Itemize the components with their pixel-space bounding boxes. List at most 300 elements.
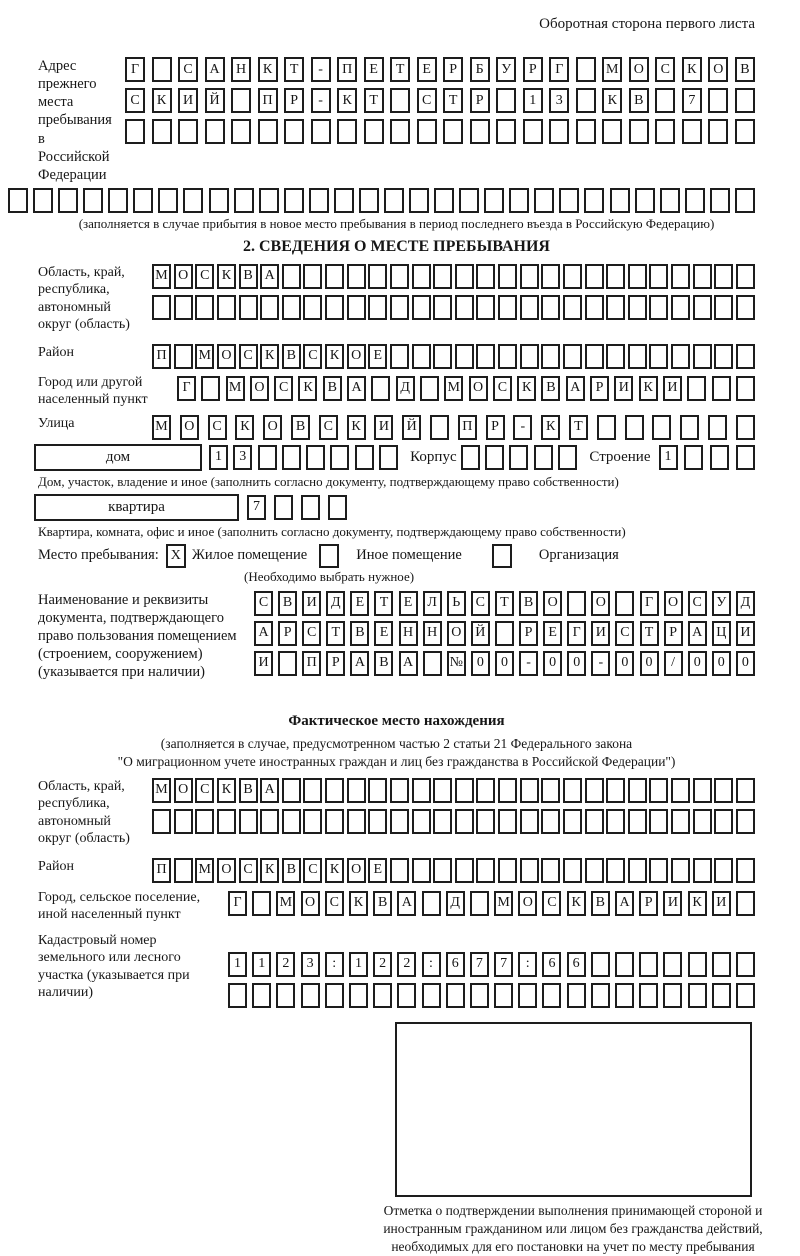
char-cell xyxy=(671,295,690,320)
char-cell: 1 xyxy=(209,445,228,470)
char-cell xyxy=(625,415,644,440)
char-cell: Н xyxy=(423,621,442,646)
char-cell: Ц xyxy=(712,621,731,646)
stay-type-option-other-premises: Иное помещение xyxy=(356,547,462,564)
char-cell: 6 xyxy=(542,952,561,977)
char-cell: Й xyxy=(205,88,225,113)
char-cell xyxy=(330,445,349,470)
char-cell xyxy=(303,295,322,320)
char-cell xyxy=(258,445,277,470)
char-cell: К xyxy=(682,57,702,82)
char-cell-row xyxy=(125,119,755,144)
actual-district-label: Район xyxy=(38,858,74,874)
char-cell xyxy=(498,264,517,289)
char-cell: И xyxy=(591,621,610,646)
char-cell: А xyxy=(688,621,707,646)
char-cell xyxy=(498,295,517,320)
char-cell-row xyxy=(254,591,755,616)
char-cell xyxy=(174,858,193,883)
char-cell xyxy=(379,445,398,470)
char-cell-row xyxy=(152,415,755,440)
char-cell: П xyxy=(152,344,171,369)
char-cell xyxy=(384,188,404,213)
char-cell xyxy=(576,57,596,82)
char-cell: С xyxy=(417,88,437,113)
char-cell xyxy=(347,264,366,289)
char-cell xyxy=(520,344,539,369)
char-cell xyxy=(671,264,690,289)
char-cell xyxy=(735,88,755,113)
char-cell: К xyxy=(517,376,536,401)
char-cell xyxy=(712,983,731,1008)
char-cell-row xyxy=(228,952,755,977)
char-cell xyxy=(714,295,733,320)
prev-address-caption: (заполняется в случае прибытия в новое место пребывания в период последнего въезда в Российскую Федерацию) xyxy=(78,215,715,231)
char-cell xyxy=(209,188,229,213)
char-cell xyxy=(476,778,495,803)
char-cell: К xyxy=(337,88,357,113)
char-cell xyxy=(628,295,647,320)
actual-region-field xyxy=(38,778,755,848)
char-cell xyxy=(349,983,368,1008)
char-cell: О xyxy=(250,376,269,401)
char-cell xyxy=(368,809,387,834)
char-cell: М xyxy=(152,264,171,289)
char-cell: М xyxy=(494,891,513,916)
char-cell: 3 xyxy=(301,952,320,977)
char-cell xyxy=(541,778,560,803)
char-cell xyxy=(541,295,560,320)
char-cell: О xyxy=(347,344,366,369)
char-cell xyxy=(461,445,480,470)
char-cell xyxy=(585,809,604,834)
char-cell xyxy=(567,983,586,1008)
char-cell-row xyxy=(254,651,755,676)
char-cell xyxy=(133,188,153,213)
document-label: Наименование и реквизиты документа, подтверждающего право пользования помещением (строением, сооружением) (указывается при наличии) xyxy=(38,591,237,681)
char-cell: О xyxy=(217,858,236,883)
char-cell xyxy=(693,778,712,803)
char-cell xyxy=(520,809,539,834)
char-cell: И xyxy=(302,591,321,616)
char-cell xyxy=(693,858,712,883)
char-cell xyxy=(714,858,733,883)
char-cell xyxy=(364,119,384,144)
char-cell xyxy=(355,445,374,470)
char-cell xyxy=(684,445,703,470)
char-cell: Р xyxy=(519,621,538,646)
char-cell xyxy=(282,778,301,803)
char-cell: О xyxy=(469,376,488,401)
char-cell: 0 xyxy=(640,651,659,676)
char-cell xyxy=(284,188,304,213)
char-cell: С xyxy=(325,891,344,916)
char-cell xyxy=(347,809,366,834)
char-cell xyxy=(58,188,78,213)
char-cell xyxy=(125,119,145,144)
char-cell: Б xyxy=(470,57,490,82)
char-cell-row xyxy=(152,344,755,369)
char-cell xyxy=(567,591,586,616)
char-cell: 3 xyxy=(233,445,252,470)
char-cell xyxy=(541,264,560,289)
char-cell xyxy=(629,119,649,144)
char-cell xyxy=(328,495,347,520)
char-cell xyxy=(520,778,539,803)
char-cell xyxy=(252,891,271,916)
char-cell xyxy=(183,188,203,213)
char-cell xyxy=(455,344,474,369)
char-cell xyxy=(602,119,622,144)
char-cell xyxy=(708,119,728,144)
char-cell xyxy=(563,809,582,834)
char-cell: И xyxy=(663,376,682,401)
char-cell: М xyxy=(152,415,171,440)
char-cell: 0 xyxy=(736,651,755,676)
actual-region-label: Область, край, республика, автономный округ (область) xyxy=(38,778,130,847)
char-cell: 1 xyxy=(349,952,368,977)
char-cell xyxy=(685,188,705,213)
char-cell xyxy=(282,809,301,834)
stroenie-label: Строение xyxy=(589,448,651,465)
char-cell xyxy=(495,621,514,646)
char-cell: М xyxy=(226,376,245,401)
char-cell: М xyxy=(276,891,295,916)
char-cell: К xyxy=(217,264,236,289)
char-cell xyxy=(563,778,582,803)
char-cell xyxy=(278,651,297,676)
char-cell: С xyxy=(303,344,322,369)
char-cell xyxy=(443,119,463,144)
char-cell xyxy=(649,778,668,803)
char-cell xyxy=(282,445,301,470)
cadastral-field xyxy=(38,932,755,1008)
char-cell: : xyxy=(422,952,441,977)
char-cell xyxy=(83,188,103,213)
char-cell-row xyxy=(125,88,755,113)
cadastral-label: Кадастровый номер земельного или лесного участка (указывается при наличии) xyxy=(38,932,190,1001)
char-cell xyxy=(615,591,634,616)
char-cell: Г xyxy=(177,376,196,401)
char-cell xyxy=(712,952,731,977)
char-cell: С xyxy=(274,376,293,401)
char-cell xyxy=(217,809,236,834)
char-cell xyxy=(347,295,366,320)
char-cell: Т xyxy=(390,57,410,82)
char-cell: В xyxy=(282,858,301,883)
char-cell xyxy=(736,858,755,883)
char-cell: К xyxy=(639,376,658,401)
char-cell xyxy=(433,778,452,803)
char-cell xyxy=(520,264,539,289)
section2-title: 2. СВЕДЕНИЯ О МЕСТЕ ПРЕБЫВАНИЯ xyxy=(243,237,550,255)
char-cell: 6 xyxy=(446,952,465,977)
char-cell: М xyxy=(444,376,463,401)
char-cell xyxy=(615,952,634,977)
char-cell xyxy=(496,119,516,144)
actual-location-note-1: (заполняется в случае, предусмотренном частью 2 статьи 21 Федерального закона xyxy=(160,735,633,751)
char-cell xyxy=(628,264,647,289)
stay-type-row xyxy=(38,544,755,568)
char-cell xyxy=(671,344,690,369)
char-cell: В xyxy=(239,264,258,289)
char-cell xyxy=(417,119,437,144)
char-cell xyxy=(655,119,675,144)
char-cell xyxy=(260,295,279,320)
char-cell: И xyxy=(254,651,273,676)
char-cell xyxy=(688,983,707,1008)
char-cell xyxy=(563,858,582,883)
char-cell: В xyxy=(323,376,342,401)
stay-type-checkbox-other-premises xyxy=(319,544,339,568)
char-cell: 1 xyxy=(523,88,543,113)
char-cell: К xyxy=(541,415,560,440)
char-cell xyxy=(303,264,322,289)
char-cell xyxy=(693,264,712,289)
char-cell xyxy=(639,952,658,977)
char-cell xyxy=(712,376,731,401)
char-cell: 0 xyxy=(567,651,586,676)
char-cell xyxy=(558,445,577,470)
char-cell: 0 xyxy=(543,651,562,676)
char-cell: - xyxy=(311,57,331,82)
street-field xyxy=(38,415,755,440)
char-cell xyxy=(736,344,755,369)
char-cell xyxy=(687,376,706,401)
char-cell xyxy=(368,264,387,289)
char-cell: М xyxy=(195,344,214,369)
char-cell: В xyxy=(541,376,560,401)
char-cell: И xyxy=(736,621,755,646)
char-cell: О xyxy=(174,264,193,289)
char-cell xyxy=(234,188,254,213)
char-cell xyxy=(585,295,604,320)
char-cell xyxy=(205,119,225,144)
char-cell: К xyxy=(602,88,622,113)
char-cell xyxy=(476,809,495,834)
char-cell: С xyxy=(239,858,258,883)
char-cell xyxy=(736,983,755,1008)
char-cell xyxy=(373,983,392,1008)
char-cell: 3 xyxy=(549,88,569,113)
region-label: Область, край, республика, автономный округ (область) xyxy=(38,264,130,333)
actual-district-field xyxy=(38,858,755,883)
char-cell xyxy=(534,445,553,470)
char-cell xyxy=(455,295,474,320)
char-cell: В xyxy=(239,778,258,803)
char-cell: - xyxy=(591,651,610,676)
char-cell xyxy=(710,188,730,213)
char-cell xyxy=(682,119,702,144)
char-cell: А xyxy=(254,621,273,646)
char-cell: 1 xyxy=(228,952,247,977)
char-cell xyxy=(390,344,409,369)
char-cell xyxy=(390,778,409,803)
char-cell xyxy=(485,445,504,470)
prev-address-field xyxy=(38,57,755,184)
char-cell xyxy=(470,891,489,916)
char-cell-row xyxy=(8,188,755,213)
char-cell xyxy=(498,778,517,803)
char-cell xyxy=(671,858,690,883)
char-cell: У xyxy=(712,591,731,616)
char-cell xyxy=(585,858,604,883)
char-cell: И xyxy=(614,376,633,401)
char-cell: П xyxy=(258,88,278,113)
char-cell xyxy=(476,858,495,883)
char-cell: О xyxy=(543,591,562,616)
char-cell: В xyxy=(282,344,301,369)
char-cell: М xyxy=(152,778,171,803)
char-cell xyxy=(325,295,344,320)
char-cell xyxy=(585,778,604,803)
char-cell xyxy=(397,983,416,1008)
char-cell xyxy=(276,983,295,1008)
char-cell xyxy=(736,445,755,470)
char-cell xyxy=(303,778,322,803)
char-cell: Д xyxy=(736,591,755,616)
char-cell: С xyxy=(615,621,634,646)
char-cell xyxy=(178,119,198,144)
char-cell xyxy=(606,858,625,883)
char-cell xyxy=(693,295,712,320)
char-cell: А xyxy=(615,891,634,916)
char-cell xyxy=(239,295,258,320)
char-cell xyxy=(412,344,431,369)
actual-city-field xyxy=(38,889,755,924)
char-cell xyxy=(523,119,543,144)
char-cell: / xyxy=(664,651,683,676)
char-cell: П xyxy=(152,858,171,883)
char-cell xyxy=(714,344,733,369)
char-cell xyxy=(542,983,561,1008)
char-cell xyxy=(433,858,452,883)
city-field xyxy=(38,374,755,409)
char-cell: О xyxy=(180,415,199,440)
char-cell xyxy=(433,809,452,834)
char-cell xyxy=(390,295,409,320)
char-cell: С xyxy=(303,858,322,883)
char-cell xyxy=(368,778,387,803)
char-cell: М xyxy=(602,57,622,82)
char-cell xyxy=(412,295,431,320)
stay-type-checkbox-residential: X xyxy=(166,544,186,568)
char-cell: Т xyxy=(640,621,659,646)
char-cell: И xyxy=(663,891,682,916)
char-cell: С xyxy=(125,88,145,113)
char-cell: 2 xyxy=(276,952,295,977)
char-cell: О xyxy=(217,344,236,369)
char-cell: 0 xyxy=(712,651,731,676)
char-cell: О xyxy=(301,891,320,916)
char-cell: А xyxy=(347,376,366,401)
char-cell xyxy=(585,344,604,369)
char-cell xyxy=(606,295,625,320)
char-cell xyxy=(628,344,647,369)
char-cell: Р xyxy=(639,891,658,916)
char-cell: А xyxy=(566,376,585,401)
char-cell xyxy=(585,264,604,289)
char-cell: Е xyxy=(364,57,384,82)
char-cell: - xyxy=(519,651,538,676)
char-cell xyxy=(446,983,465,1008)
street-label: Улица xyxy=(38,415,75,431)
char-cell: К xyxy=(298,376,317,401)
char-cell xyxy=(663,983,682,1008)
char-cell: О xyxy=(174,778,193,803)
char-cell: В xyxy=(629,88,649,113)
char-cell: : xyxy=(325,952,344,977)
char-cell: С xyxy=(655,57,675,82)
char-cell xyxy=(628,858,647,883)
char-cell: А xyxy=(260,264,279,289)
char-cell: 7 xyxy=(247,495,266,520)
char-cell xyxy=(496,88,516,113)
char-cell xyxy=(710,445,729,470)
char-cell: О xyxy=(263,415,282,440)
char-cell xyxy=(252,983,271,1008)
char-cell: С xyxy=(239,344,258,369)
char-cell xyxy=(433,295,452,320)
char-cell xyxy=(549,119,569,144)
char-cell: В xyxy=(735,57,755,82)
char-cell xyxy=(152,295,171,320)
char-cell: С xyxy=(319,415,338,440)
char-cell xyxy=(325,983,344,1008)
char-cell xyxy=(368,295,387,320)
char-cell: А xyxy=(260,778,279,803)
char-cell xyxy=(606,778,625,803)
korpus-label: Корпус xyxy=(410,448,457,465)
char-cell: Р xyxy=(664,621,683,646)
char-cell xyxy=(649,858,668,883)
char-cell-row xyxy=(659,445,756,470)
char-cell: С xyxy=(542,891,561,916)
char-cell-row xyxy=(152,809,755,834)
char-cell xyxy=(108,188,128,213)
char-cell: М xyxy=(195,858,214,883)
char-cell xyxy=(470,119,490,144)
char-cell xyxy=(628,778,647,803)
char-cell xyxy=(559,188,579,213)
char-cell xyxy=(534,188,554,213)
char-cell: К xyxy=(567,891,586,916)
char-cell xyxy=(239,809,258,834)
char-cell xyxy=(259,188,279,213)
char-cell xyxy=(655,88,675,113)
char-cell xyxy=(412,858,431,883)
district-field xyxy=(38,344,755,369)
char-cell: Н xyxy=(399,621,418,646)
char-cell xyxy=(228,983,247,1008)
char-cell: Д xyxy=(396,376,415,401)
char-cell: В xyxy=(519,591,538,616)
char-cell xyxy=(301,495,320,520)
char-cell: К xyxy=(260,344,279,369)
char-cell xyxy=(736,376,755,401)
char-cell-row xyxy=(254,621,755,646)
char-cell: Т xyxy=(326,621,345,646)
char-cell xyxy=(671,809,690,834)
char-cell: О xyxy=(447,621,466,646)
char-cell: В xyxy=(350,621,369,646)
char-cell: К xyxy=(347,415,366,440)
char-cell: К xyxy=(325,858,344,883)
char-cell xyxy=(433,264,452,289)
char-cell: К xyxy=(152,88,172,113)
char-cell xyxy=(736,415,755,440)
char-cell xyxy=(201,376,220,401)
